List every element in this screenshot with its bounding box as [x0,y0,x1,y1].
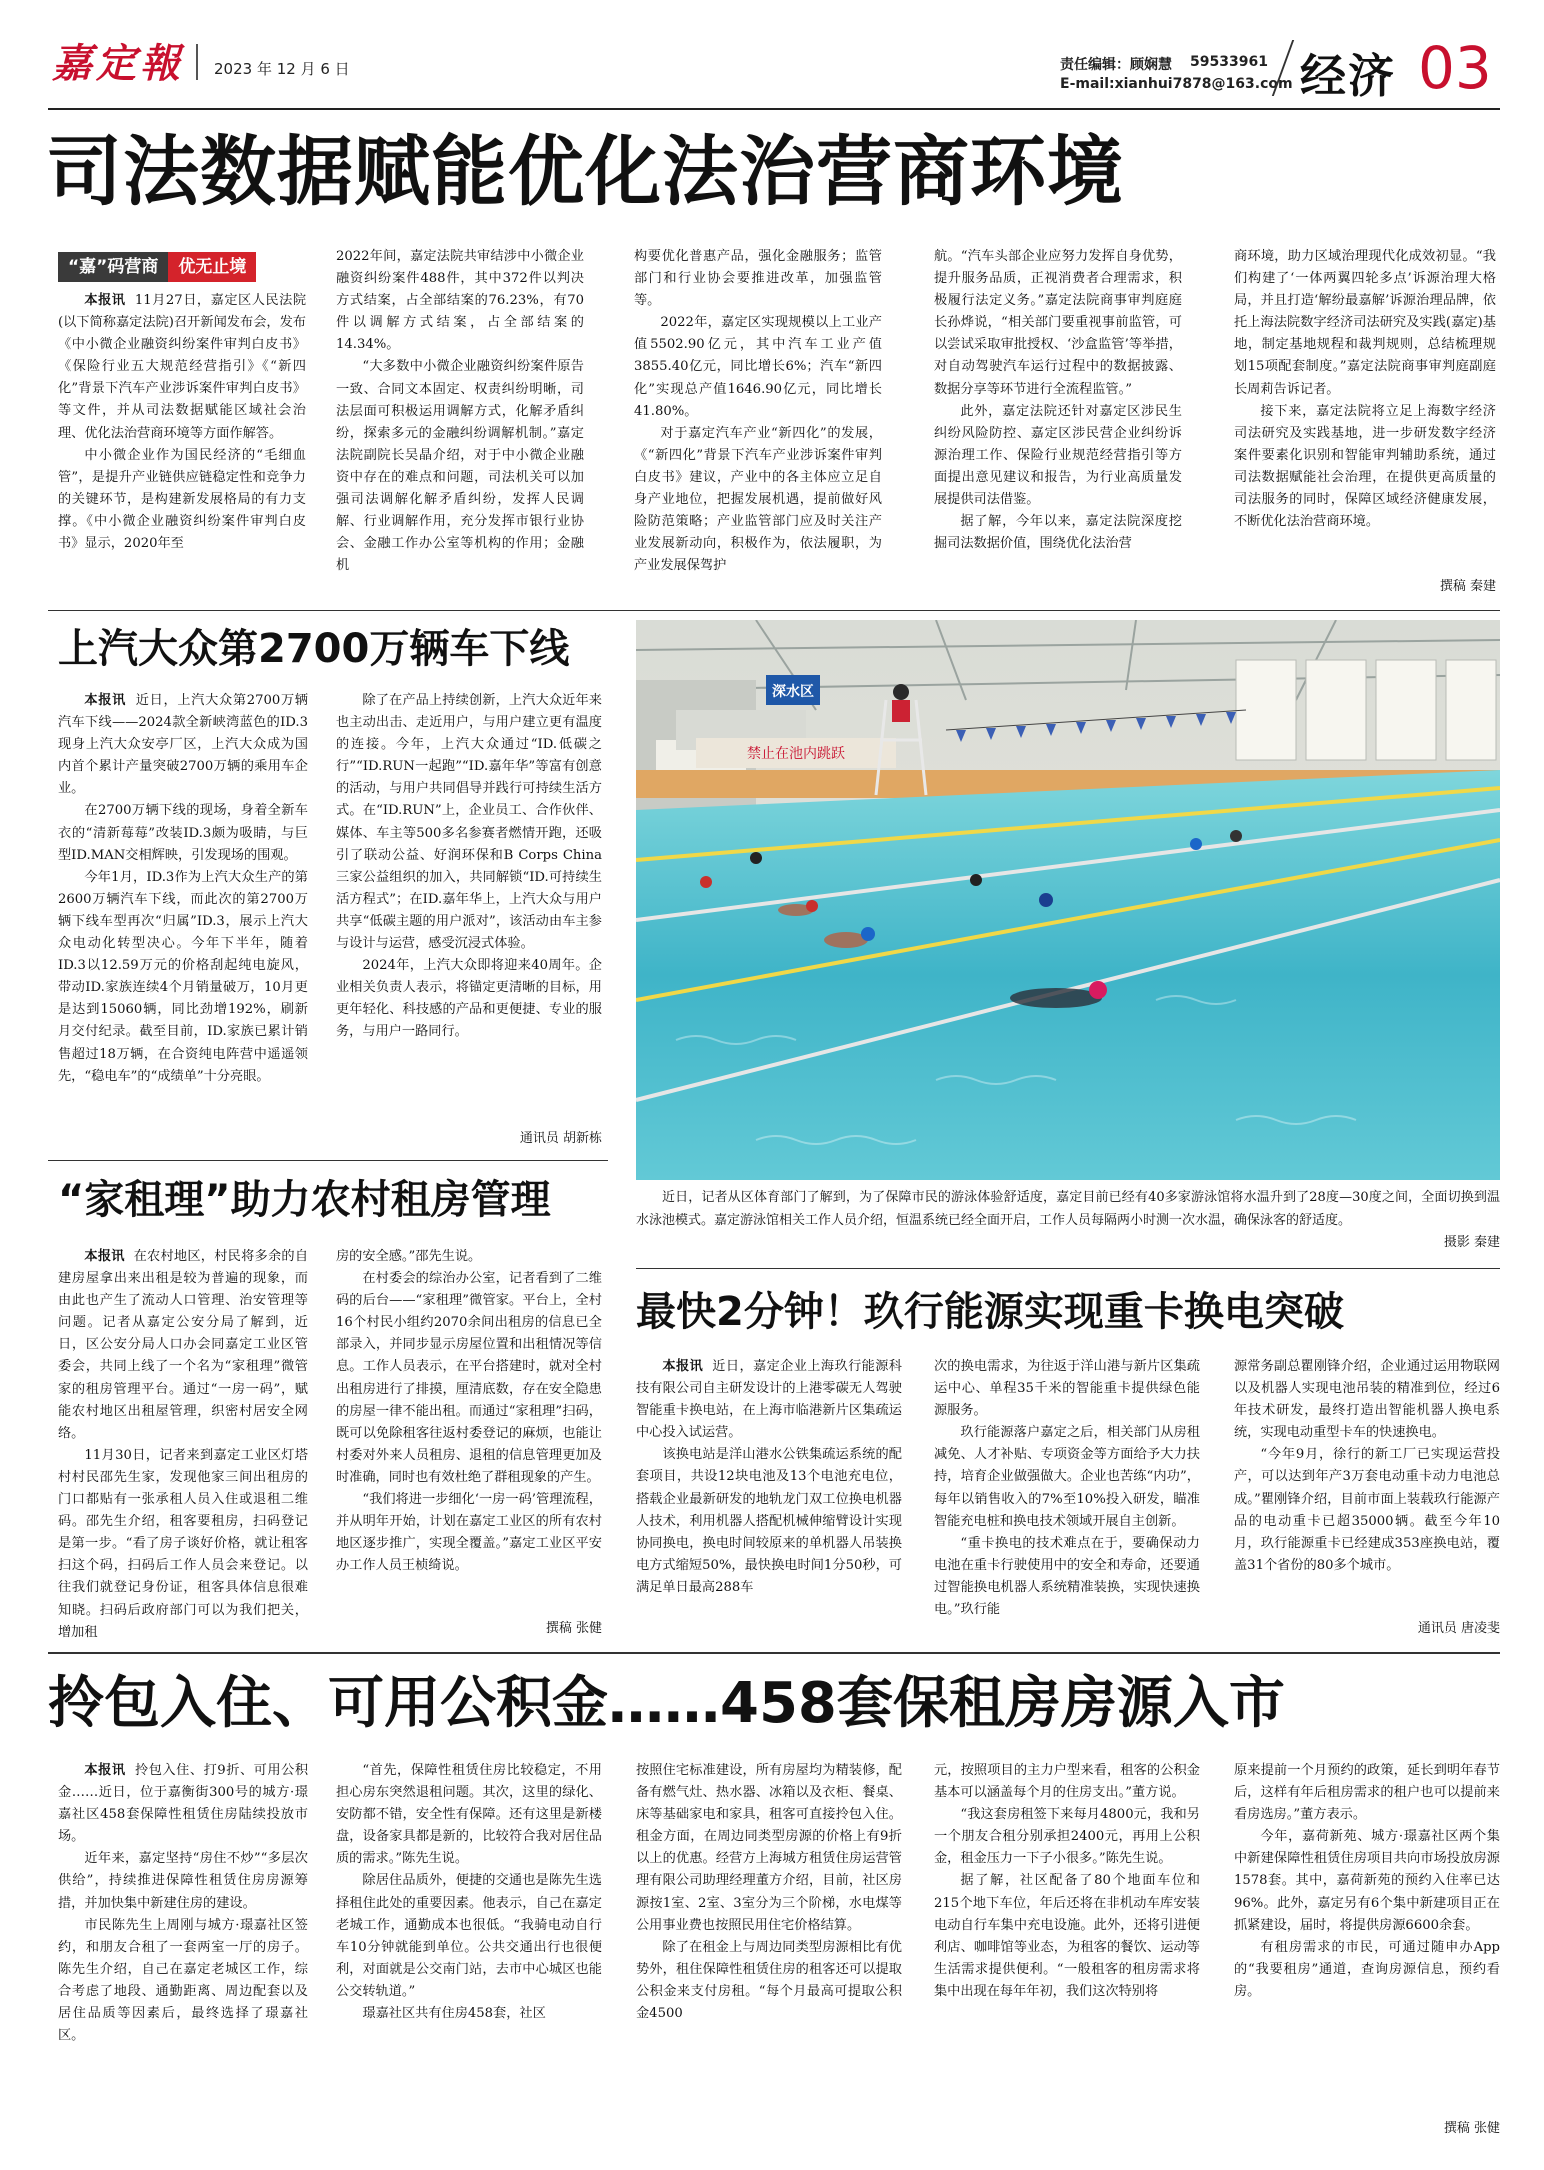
article5-para: “首先，保障性租赁住房比较稳定，不用担心房东突然退租问题。其次，这里的绿化、安防都不错，安全性有保障。还有这里是新楼盘，设备家具都是新的，比较符合我对居住品质的需求。”陈先生说。 [336,1763,602,1867]
article4-para: “重卡换电的技术难点在于，要确保动力电池在重卡行驶使用中的安全和寿命，还要通过智能换电机器人系统精准装换，实现快速换电。”玖行能 [934,1535,1200,1618]
article3-headline: “家租理”助力农村租房管理 [58,1177,551,1223]
photo-caption-text: 近日，记者从区体育部门了解到，为了保障市民的游泳体验舒适度，嘉定目前已经有40多家游泳馆将水温升到了28度—30度之间，全面切换到温水泳池模式。嘉定游泳馆相关工作人员介绍，恒温系统已经全面开启，工作人员每隔两小时测一次水温，确保泳客的舒适度。 [636,1190,1500,1228]
article1-para: 2022年，嘉定区实现规模以上工业产值5502.90亿元，其中汽车工业产值3855.40亿元，同比增长6%；汽车“新四化”实现总产值1646.90亿元，同比增长41.80%。 [634,315,882,419]
article2-lead: 本报讯 [84,693,126,708]
article4-col3 [1234,1356,1500,1612]
article3-text: 在农村地区，村民将多余的自建房屋拿出来出租是较为普遍的现象，而由此也产生了流动人口管理、治安管理等问题。记者从嘉定公安分局了解到，近日，区公安分局人口办会同嘉定工业区管委会，共同上线了一个名为“家租理”微管家的租房管理平台。通过“一房一码”，赋能农村地区出租屋管理，织密村居安全网络。 [58,1249,308,1441]
article5-col1 [58,1760,308,2156]
no-diving-sign: 禁止在池内跳跃 [747,746,845,762]
article5-para: 按照住宅标准建设，所有房屋均为精装修，配备有燃气灶、热水器、冰箱以及衣柜、餐桌、床等基础家电和家具，租客可直接拎包入住。租金方面，在周边同类型房源的价格上有9折以上的优惠。经营方上海城方租赁住房运营管理有限公司助理经理董方介绍，目前，社区房源按1室、2室、3室分为三个阶梯，水电煤等公用事业费也按照民用住宅价格结算。 [636,1763,902,1933]
article5-para: 有租房需求的市民，可通过随申办App的“我要租房”通道，查询房源信息，预约看房。 [1234,1939,1500,1999]
article5-byline: 撰稿 张健 [1443,2121,1500,2136]
article5-para: 近年来，嘉定坚持“房住不炒”“多层次供给”，持续推进保障性租赁住房房源筹措，并加快集中新建住房的建设。 [58,1851,308,1911]
article5-para: 除居住品质外，便捷的交通也是陈先生选择租住此处的重要因素。他表示，自己在嘉定老城工作，通勤成本也很低。“我骑电动自行车10分钟就能到单位。公共交通出行也很便利，对面就是公交南门站，去市中心城区也能公交转轨道。” [336,1873,602,1999]
article1-para: 构要优化普惠产品，强化金融服务；监管部门和行业协会要推进改革，加强监管等。 [634,249,882,309]
column-tag-label: “嘉”码营商 [58,252,168,282]
divider [48,1160,608,1161]
deep-water-sign: 深水区 [772,684,814,700]
page-number: 03 [1418,34,1492,102]
column-tag-sub: 优无止境 [168,252,256,282]
article4-para: 该换电站是洋山港水公铁集疏运系统的配套项目，共设12块电池及13个电池充电位，搭载企业最新研发的地轨龙门双工位换电机器人技术，利用机器人搭配机械伸缩臂设计实现协同换电，换电时间较原来的单机器人吊装换电方式缩短50%，最快换电时间1分50秒，可满足单日最高288车 [636,1447,902,1595]
article4-lead: 本报讯 [662,1359,704,1374]
article1-para: 商环境，助力区域治理现代化成效初显。“我们构建了‘一体两翼四轮多点’诉源治理大格局，并且打造‘解纷最嘉解’诉源治理品牌，依托上海法院数字经济司法研究及实践(嘉定)基地，制定基地规程和裁判规则，总结梳理规划15项配套制度。”嘉定法院商事审判庭副庭长周莉告诉记者。 [1234,249,1496,397]
article4-byline: 通讯员 唐凌斐 [1417,1621,1500,1636]
article1-byline: 撰稿 秦建 [1439,579,1496,594]
article1-col1 [58,290,306,600]
article2-para: 2024年，上汽大众即将迎来40周年。企业相关负责人表示，将锚定更清晰的目标，用更年轻化、科技感的产品和更便捷、专业的服务，与用户一路同行。 [336,958,602,1040]
masthead-rule [48,108,1500,110]
article3-col2 [336,1246,602,1622]
article4-col1 [636,1356,902,1646]
article5-col3 [636,1760,902,2156]
article5-para: 市民陈先生上周刚与城方·璟嘉社区签约，和朋友合租了一套两室一厅的房子。陈先生介绍，自己在嘉定老城区工作，综合考虑了地段、通勤距离、周边配套以及居住品质等因素后，最终选择了璟嘉社区。 [58,1917,308,2044]
article1-para: 据了解，今年以来，嘉定法院深度挖掘司法数据价值，围绕优化法治营 [934,514,1182,552]
article1-lead: 本报讯 [84,293,126,308]
article3-para: “我们将进一步细化‘一房一码’管理流程，并从明年开始，计划在嘉定工业区的所有农村地区逐步推广，实现全覆盖。”嘉定工业区平安办工作人员王桢绮说。 [336,1492,602,1574]
article1-para: 2022年间，嘉定法院共审结涉中小微企业融资纠纷案件488件，其中372件以判决方式结案，占全部结案的76.23%，有70件以调解方式结案，占全部结案的14.34%。 [336,249,584,353]
article4-para: 源常务副总瞿刚锋介绍，企业通过运用物联网以及机器人实现电池吊装的精准到位，经过6年技术研发，最终打造出智能机器人换电系统，实现电动重型卡车的快速换电。 [1234,1359,1500,1441]
article4-text: 近日，嘉定企业上海玖行能源科技有限公司自主研发设计的上港零碳无人驾驶智能重卡换电站，在上海市临港新片区集疏运中心投入试运营。 [636,1359,902,1441]
editor-email: E-mail:xianhui7878@163.com [1060,76,1293,92]
article5-headline: 拎包入住、可用公积金……458套保租房房源入市 [48,1671,1285,1736]
article5-para: 今年，嘉荷新苑、城方·璟嘉社区两个集中新建保障性租赁住房项目共向市场投放房源1578套。其中，嘉荷新苑的预约入住率已达96%。此外，嘉定另有6个集中新建项目正在抓紧建设，届时，将提供房源6600余套。 [1234,1829,1500,1933]
article4-col2 [934,1356,1200,1646]
article5-lead: 本报讯 [84,1763,126,1778]
pool-photo [636,620,1500,1180]
article3-byline: 撰稿 张健 [545,1621,602,1636]
article4-para: 玖行能源落户嘉定之后，相关部门从房租减免、人才补贴、专项资金等方面给予大力扶持，培育企业做强做大。企业也苦练“内功”，每年以销售收入的7%至10%投入研发，瞄准智能充电桩和换电技术领域开展自主创新。 [934,1425,1200,1529]
paper-logo: 嘉定報 [52,40,184,87]
article5-para: “我这套房租签下来每月4800元，我和另一个朋友合租分别承担2400元，再用上公积金，租金压力一下子小很多。”陈先生说。 [934,1807,1200,1867]
article3-para: 11月30日，记者来到嘉定工业区灯塔村村民邵先生家，发现他家三间出租房的门口都贴有一张承租人员入住或退租二维码。邵先生介绍，租客要租房，扫码登记是第一步。“看了房子谈好价格，就让租客扫这个码，扫码后工作人员会来登记。以往我们就登记身份证，租客具体信息很难知晓。扫码后政府部门可以为我们把关，增加租 [58,1447,308,1640]
article5-para: 据了解，社区配备了80个地面车位和215个地下车位，年后还将在非机动车库安装电动自行车集中充电设施。此外，还将引进便利店、咖啡馆等业态，为租客的餐饮、运动等生活需求提供便利。“一般租客的租房需求将集中出现在每年年初，我们这次特别将 [934,1873,1200,1999]
article4-headline: 最快2分钟！玖行能源实现重卡换电突破 [636,1289,1344,1335]
divider [636,1268,1500,1269]
column-tag [58,252,256,282]
article3-col1 [58,1246,308,1642]
article4-para: “今年9月，徐行的新工厂已实现运营投产，可以达到年产3万套电动重卡动力电池总成。”瞿刚锋介绍，目前市面上装载玖行能源产品的电动重卡已超35000辆。截至今年10月，玖行能源重卡已经建成353座换电站，覆盖31个省份的80多个城市。 [1234,1447,1500,1573]
article2-para: 除了在产品上持续创新，上汽大众近年来也主动出击、走近用户，与用户建立更有温度的连接。今年，上汽大众通过“ID.低碳之行”“ID.RUN一起跑”“ID.嘉年华”等富有创意的活动，与用户共同倡导并践行可持续生活方式。在“ID.RUN”上，企业员工、合作伙伴、媒体、车主等500多名参赛者燃情开跑，还吸引了联动公益、好润环保和B Corps China三家公益组织的加入，共同解锁“ID.可持续生活方程式”；在ID.嘉年华上，上汽大众与用户共享“低碳主题的用户派对”，该活动由车主参与设计与运营，感受沉浸式体验。 [336,693,602,952]
article1-col2 [336,246,584,600]
article2-text: 近日，上汽大众第2700万辆汽车下线——2024款全新峡湾蓝色的ID.3现身上汽大众安亭厂区，上汽大众成为国内首个累计产量突破2700万辆的乘用车企业。 [58,693,308,797]
divider [48,1652,1500,1654]
masthead [0,0,1544,112]
article2-headline: 上汽大众第2700万辆车下线 [58,626,570,672]
divider [48,610,1500,611]
masthead-divider [196,44,198,80]
issue-date: 2023 年 12 月 6 日 [214,60,350,78]
article5-para: 原来提前一个月预约的政策，延长到明年春节后，这样有年后租房需求的租户也可以提前来看房选房。”董方表示。 [1234,1763,1500,1823]
article1-para: “大多数中小微企业融资纠纷案件原告一致、合同文本固定、权责纠纷明晰，司法层面可积极运用调解方式，化解矛盾纠纷，探索多元的金融纠纷调解机制。”嘉定法院副院长吴晶介绍，对于中小微企业融资中存在的难点和问题，司法机关可以加强司法调解化解矛盾纠纷，发挥人民调解、行业调解作用，充分发挥市银行业协会、金融工作办公室等机构的作用；金融机 [336,359,584,574]
editor-label: 责任编辑：顾娴慧 [1060,57,1172,73]
photo-credit: 摄影 秦建 [1443,1235,1500,1250]
article2-col2 [336,690,602,1150]
section-name: 经济 [1300,49,1396,103]
editor-phone: 59533961 [1190,54,1268,70]
article3-para: 房的安全感。”邵先生说。 [336,1249,482,1264]
pool-photo-illustration [636,620,1500,1180]
article3-para: 在村委会的综治办公室，记者看到了二维码的后台——“家租理”微管家。平台上，全村16个村民小组约2070余间出租房的信息已全部录入，并同步显示房屋位置和出租情况等信息。工作人员表示，在平台搭建时，就对全村出租房进行了排摸，厘清底数，存在安全隐患的房屋一律不能出租。而通过“家租理”扫码，既可以免除租客往返村委登记的麻烦，也能让村委对外来人员租房、退租的信息管理更加及时准确，同时也有效杜绝了群租现象的产生。 [336,1271,602,1485]
article1-text: 11月27日，嘉定区人民法院(以下简称嘉定法院)召开新闻发布会，发布《中小微企业融资纠纷案件审判白皮书》《保险行业五大规范经营指引》《“新四化”背景下汽车产业涉诉案件审判白皮书》等文件，并从司法数据赋能区域社会治理、优化法治营商环境等方面作解答。 [58,293,306,441]
article1-para: 接下来，嘉定法院将立足上海数字经济司法研究及实践基地，进一步研发数字经济案件要素化识别和智能审判辅助系统，通过司法数据赋能社会治理，在提供更高质量的司法服务的同时，保障区域经济健康发展，不断优化法治营商环境。 [1234,403,1496,530]
article1-para: 航。“汽车头部企业应努力发挥自身优势，提升服务品质，正视消费者合理需求，积极履行法定义务。”嘉定法院商事审判庭庭长孙烨说，“相关部门要重视事前监管，可以尝试采取审批授权、‘沙盒监管’等举措，对自动驾驶汽车运行过程中的数据披露、数据分享等环节进行全流程监管。” [934,249,1182,397]
article2-para: 在2700万辆下线的现场，身着全新车衣的“清新莓莓”改装ID.3颇为吸睛，与巨型ID.MAN交相辉映，引发现场的围观。 [58,803,308,863]
article2-byline: 通讯员 胡新栋 [519,1131,602,1146]
article2-col1 [58,690,308,1160]
article5-col2 [336,1760,602,2156]
article5-para: 璟嘉社区共有住房458套，社区 [362,2006,546,2022]
article1-col5 [1234,246,1496,576]
article3-lead: 本报讯 [84,1249,125,1264]
article1-col4 [934,246,1182,600]
article1-para: 对于嘉定汽车产业“新四化”的发展，《“新四化”背景下汽车产业涉诉案件审判白皮书》建议，产业中的各主体应立足自身产业地位，把握发展机遇，提前做好风险防范策略；产业监管部门应及时关注产业发展新动向，积极作为，依法履职，为产业发展保驾护 [634,425,882,574]
article5-para: 元，按照项目的主力户型来看，租客的公积金基本可以涵盖每个月的住房支出。”董方说。 [934,1763,1200,1801]
article4-para: 次的换电需求，为往返于洋山港与新片区集疏运中心、单程35千米的智能重卡提供绿色能源服务。 [934,1359,1200,1419]
article1-col3 [634,246,882,600]
article1-para: 中小微企业作为国民经济的“毛细血管”，是提升产业链供应链稳定性和竞争力的关键环节，是构建新发展格局的有力支撑。《中小微企业融资纠纷案件审判白皮书》显示，2020年至 [58,447,306,552]
article2-para: 今年1月，ID.3作为上汽大众生产的第2600万辆汽车下线，而此次的第2700万辆下线车型再次“归属”ID.3，展示上汽大众电动化转型决心。今年下半年，随着ID.3以12.59万元的价格刮起纯电旋风，带动ID.家族连续4个月销量破万，10月更是达到15060辆，同比劲增192%，刷新月交付纪录。截至目前，ID.家族已累计销售超过18万辆，在合资纯电阵营中遥遥领先，“稳电车”的“成绩单”十分亮眼。 [58,869,308,1084]
article1-para: 此外，嘉定法院还针对嘉定区涉民生纠纷风险防控、嘉定区涉民营企业纠纷诉源治理工作、保险行业规范经营指引等方面提出意见建议和报告，为行业高质量发展提供司法借鉴。 [934,403,1182,508]
article5-text: 拎包入住、打9折、可用公积金……近日，位于嘉衡街300号的城方·璟嘉社区458套保障性租赁住房陆续投放市场。 [58,1763,308,1845]
article5-col5 [1234,1760,1500,2100]
article1-headline: 司法数据赋能优化法治营商环境 [46,127,1124,216]
article5-col4 [934,1760,1200,2156]
article5-para: 除了在租金上与周边同类型房源相比有优势外，租住保障性租赁住房的租客还可以提取公积金来支付房租。“每个月最高可提取公积金4500 [636,1939,902,2022]
